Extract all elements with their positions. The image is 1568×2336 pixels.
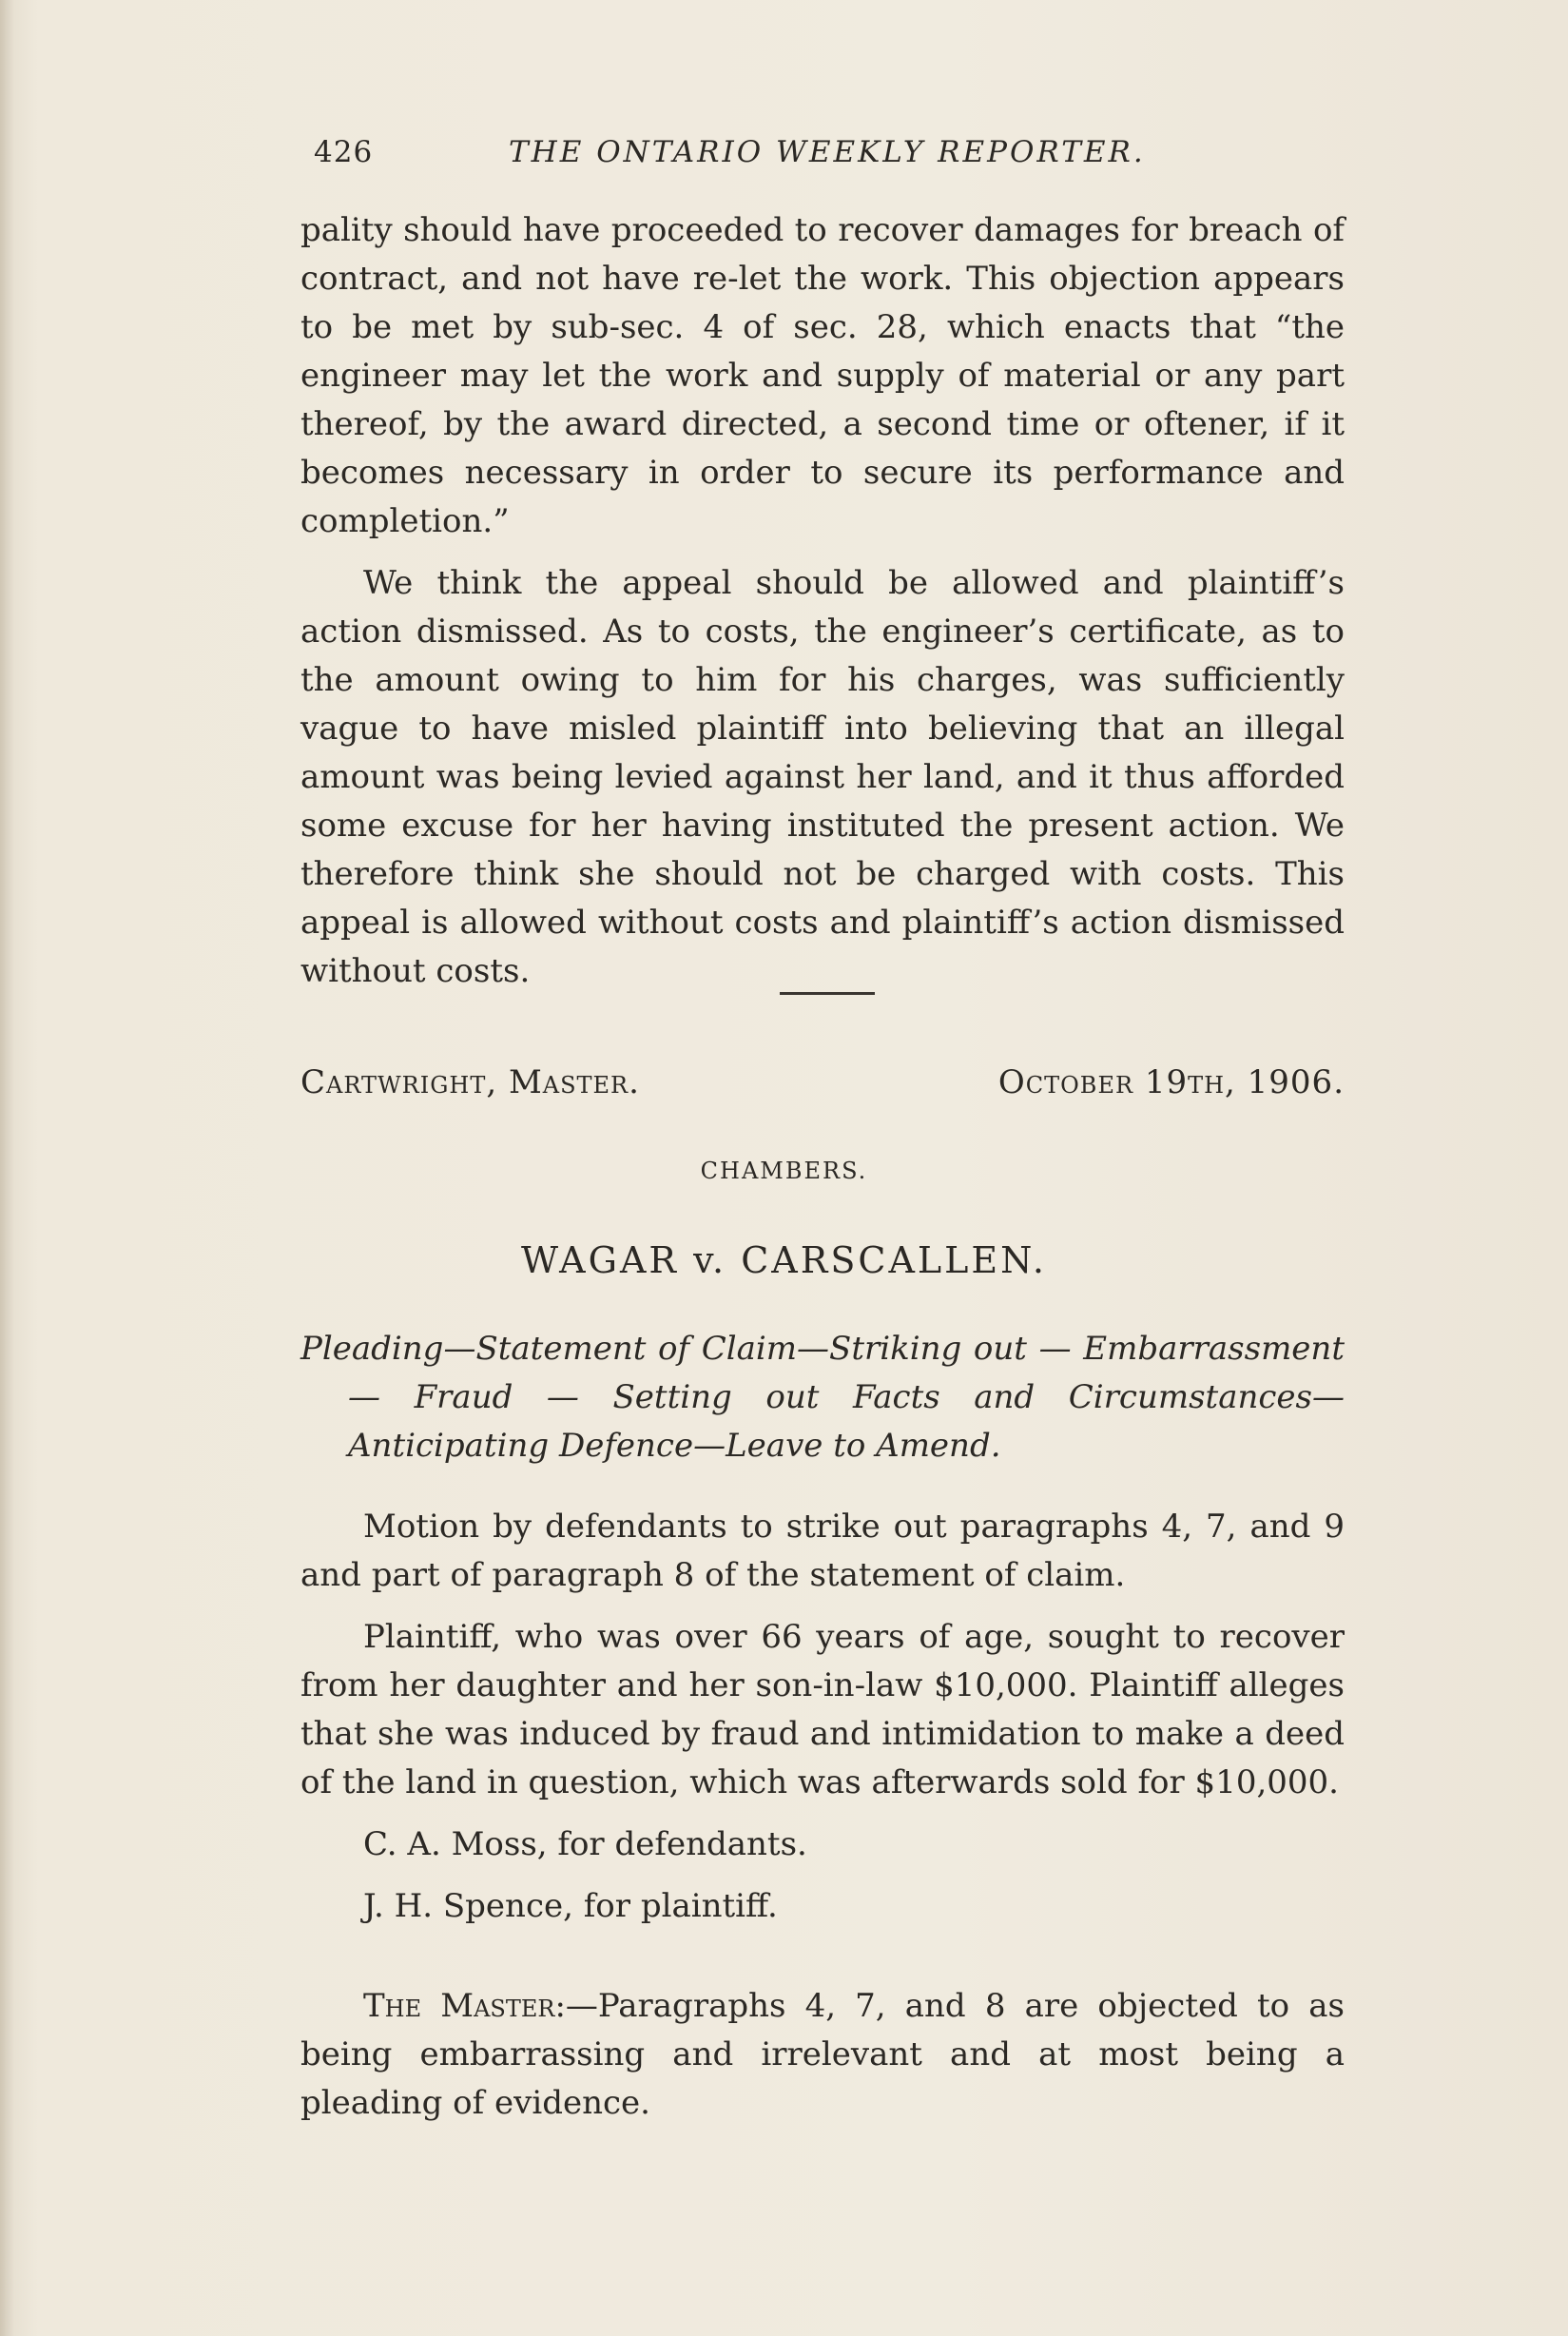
judge-caption: Cartwright, Master. — [300, 1063, 640, 1101]
counsel-plaintiff: J. H. Spence, for plaintiff. — [363, 1887, 778, 1925]
top-text-block — [300, 206, 1345, 996]
counsel-defendants: C. A. Moss, for defendants. — [363, 1825, 807, 1863]
paragraph-motion: Motion by defendants to strike out paragraphs 4, 7, and 9 and part of paragraph 8 of the statement of claim. — [300, 1508, 1345, 1594]
judgment-paragraph — [300, 1982, 1345, 2128]
judgment-speaker: The Master — [363, 1987, 555, 2025]
case-name: WAGAR v. CARSCALLEN. — [521, 1239, 1047, 1281]
paragraph-continuation: pality should have proceeded to recover damages for breach of contract, and not have re-let the work. This objection appears to be met by sub-sec. 4 of sec. 28, which enacts that “the engineer may let the work and supply of material or any part thereof, by the award directed, a second time or oftener, if it becomes necessary in order to secure its performance and completion.” — [300, 211, 1345, 540]
date-caption: October 19th, 1906. — [997, 1063, 1345, 1101]
paragraph-facts: Plaintiff, who was over 66 years of age, sought to recover from her daughter and her son-in-law $10,000. Plaintiff alleges that she was induced by fraud and intimidation to make a deed of the land in question, which was afterwards sold for $10,000. — [300, 1618, 1345, 1801]
headnote: Pleading—Statement of Claim—Striking out — Embarrassment — Fraud — Setting out Facts and Circumstances—Anticipating Defence—Leave to Amend. — [300, 1330, 1345, 1465]
running-title: THE ONTARIO WEEKLY REPORTER. — [509, 135, 1146, 169]
running-header — [314, 135, 1322, 173]
court-label: CHAMBERS. — [700, 1158, 868, 1184]
page-number: 426 — [314, 135, 374, 169]
bottom-text-block — [300, 1503, 1345, 2128]
section-divider — [780, 992, 875, 995]
judgment-text: :—Paragraphs 4, 7, and 8 are objected to as being embarrassing and irrelevant and at most being a pleading of evidence. — [300, 1987, 1345, 2122]
paragraph-conclusion: We think the appeal should be allowed and plaintiff’s action dismissed. As to costs, the engineer’s certificate, as to the amount owing to him for his charges, was sufficiently vague to have misled plaintiff into believing that an illegal amount was being levied against her land, and it thus afforded some excuse for her having instituted the present action. We therefore think she should not be charged with costs. This appeal is allowed without costs and plaintiff’s action dismissed without costs. — [300, 564, 1345, 990]
